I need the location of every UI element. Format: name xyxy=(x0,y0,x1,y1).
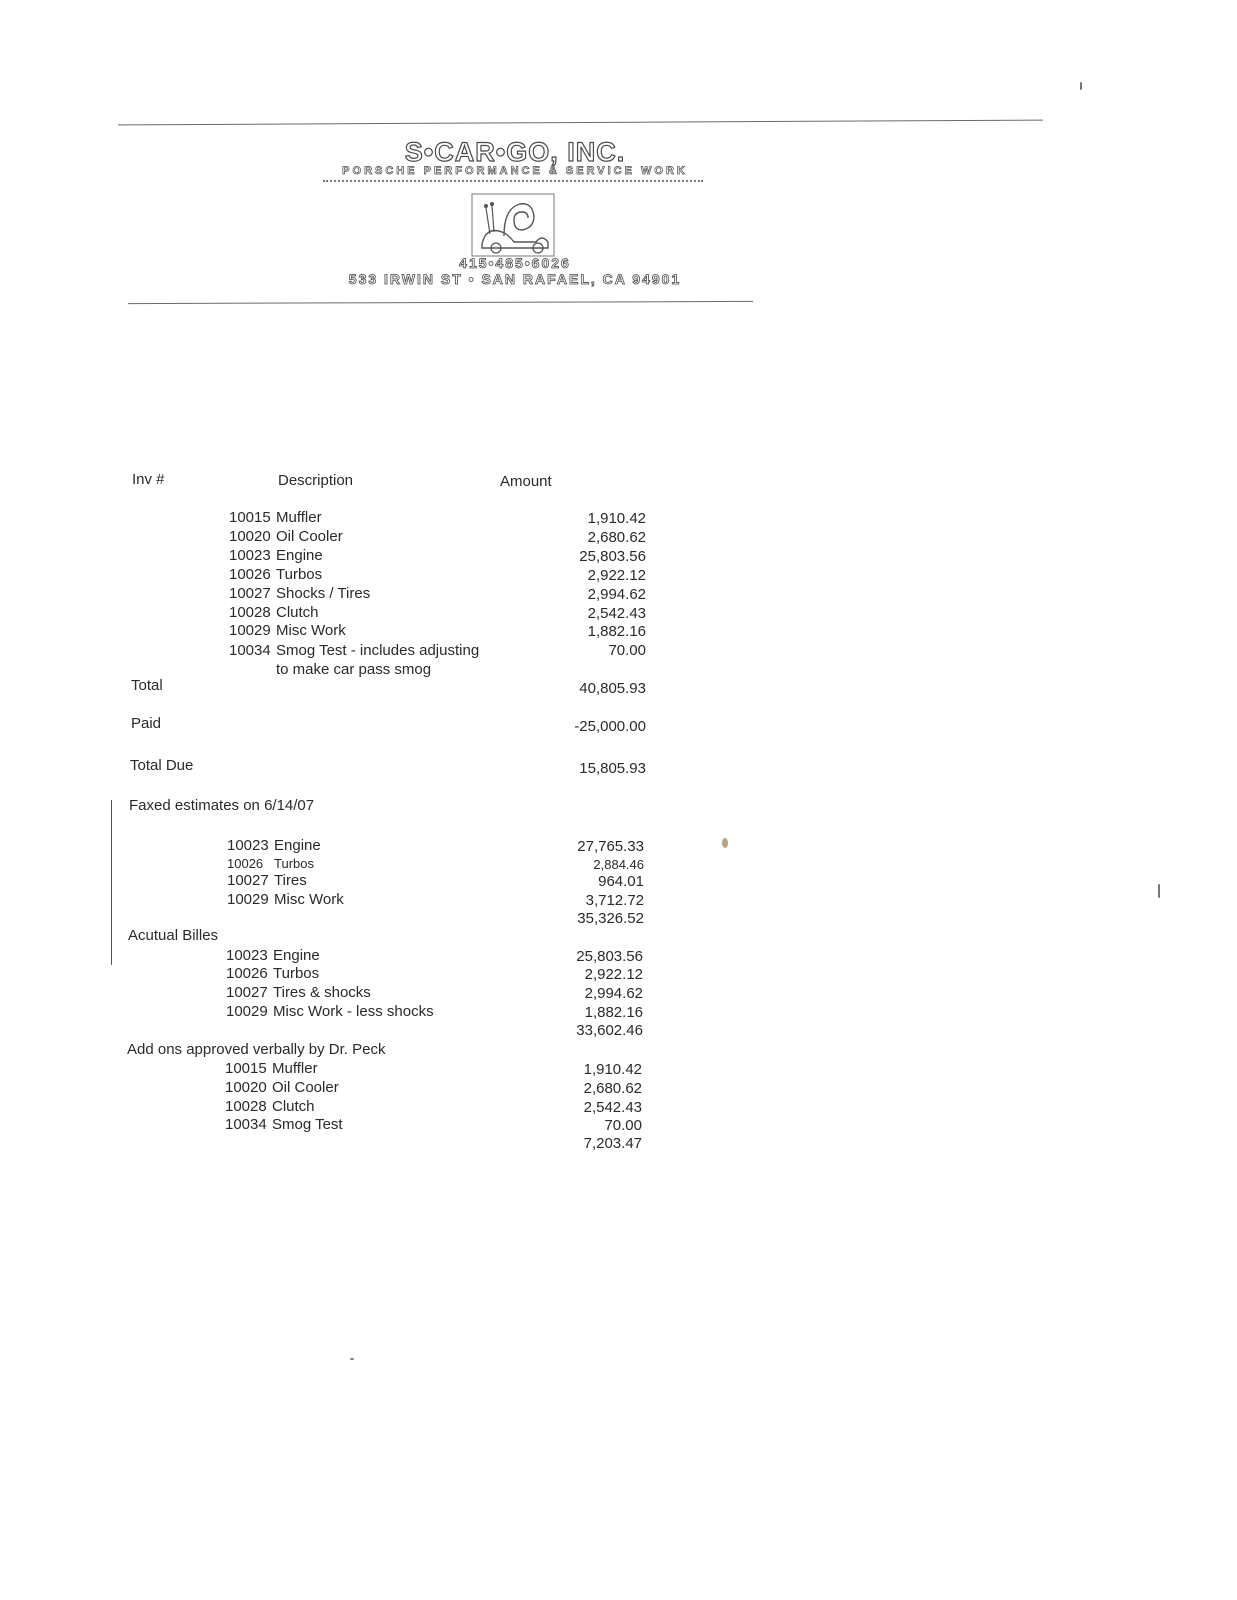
list-item-description: Clutch xyxy=(272,1098,315,1115)
table-row-amount: 1,882.16 xyxy=(587,623,646,640)
scan-speck xyxy=(722,838,728,848)
tagline-underline xyxy=(323,180,703,182)
list-item-amount: 964.01 xyxy=(598,873,644,890)
list-item-inv: 10027 xyxy=(227,872,269,889)
list-item-inv: 10028 xyxy=(225,1098,267,1115)
header-amount: Amount xyxy=(500,473,552,490)
letterhead-bottom-rule xyxy=(128,301,753,304)
list-item-amount: 2,994.62 xyxy=(584,985,643,1002)
list-item-inv: 10015 xyxy=(225,1060,267,1077)
list-item-amount: 2,680.62 xyxy=(583,1080,642,1097)
table-row-description: Shocks / Tires xyxy=(276,585,371,602)
list-item-inv: 10027 xyxy=(226,984,268,1001)
total-due-value: 15,805.93 xyxy=(579,760,646,777)
list-item-amount: 1,910.42 xyxy=(583,1061,642,1078)
table-row-amount: 70.00 xyxy=(608,642,646,659)
list-item-amount: 2,542.43 xyxy=(583,1099,642,1116)
list-item-inv: 10029 xyxy=(226,1003,268,1020)
table-row-amount: 2,994.62 xyxy=(587,586,646,603)
total-due-label: Total Due xyxy=(130,757,194,774)
letterhead-top-rule xyxy=(118,120,1043,126)
scan-speck xyxy=(350,1358,354,1360)
table-row-description-continuation: to make car pass smog xyxy=(276,661,432,678)
list-item-amount: 27,765.33 xyxy=(577,838,644,855)
list-item-amount: 25,803.56 xyxy=(576,948,643,965)
header-description: Description xyxy=(278,472,354,489)
faxed-subtotal: 35,326.52 xyxy=(577,910,644,927)
list-item-inv: 10026 xyxy=(227,856,264,871)
table-row-description: Engine xyxy=(276,547,323,564)
header-inv: Inv # xyxy=(132,471,165,488)
list-item-inv: 10026 xyxy=(226,965,268,982)
list-item-amount: 1,882.16 xyxy=(584,1004,643,1021)
table-row-amount: 2,680.62 xyxy=(587,529,646,546)
table-row-inv: 10023 xyxy=(229,547,271,564)
list-item-amount: 3,712.72 xyxy=(585,892,644,909)
table-row-amount: 2,922.12 xyxy=(587,567,646,584)
list-item-description: Oil Cooler xyxy=(272,1079,339,1096)
addons-heading: Add ons approved verbally by Dr. Peck xyxy=(127,1041,386,1058)
table-row-inv: 10034 xyxy=(229,642,271,659)
total-label: Total xyxy=(131,677,163,694)
table-row-inv: 10015 xyxy=(229,509,271,526)
paid-label: Paid xyxy=(131,715,162,732)
list-item-amount: 2,922.12 xyxy=(584,966,643,983)
list-item-description: Engine xyxy=(273,947,320,964)
list-item-inv: 10023 xyxy=(227,837,269,854)
list-item-description: Muffler xyxy=(272,1060,318,1077)
table-row-amount: 1,910.42 xyxy=(587,510,646,527)
table-row-inv: 10020 xyxy=(229,528,271,545)
company-tagline: PORSCHE PERFORMANCE & SERVICE WORK xyxy=(342,165,688,177)
total-value: 40,805.93 xyxy=(579,680,646,697)
list-item-amount: 2,884.46 xyxy=(593,857,644,872)
actual-subtotal: 33,602.46 xyxy=(576,1022,643,1039)
list-item-description: Turbos xyxy=(274,856,314,871)
addons-subtotal: 7,203.47 xyxy=(583,1135,642,1152)
list-item-amount: 70.00 xyxy=(604,1117,642,1134)
actual-heading: Acutual Billes xyxy=(128,927,219,944)
table-row-inv: 10027 xyxy=(229,585,271,602)
faxed-heading: Faxed estimates on 6/14/07 xyxy=(129,797,315,814)
company-phone: 415•485•6026 xyxy=(459,255,571,271)
table-row-description: Smog Test - includes adjusting xyxy=(276,642,480,659)
table-row-description: Muffler xyxy=(276,509,322,526)
table-row-description: Turbos xyxy=(276,566,323,583)
list-item-inv: 10020 xyxy=(225,1079,267,1096)
snail-car-logo-icon xyxy=(468,190,558,260)
table-row-description: Oil Cooler xyxy=(276,528,343,545)
list-item-description: Turbos xyxy=(273,965,320,982)
paid-value: -25,000.00 xyxy=(574,718,646,735)
list-item-description: Smog Test xyxy=(272,1116,343,1133)
scan-speck xyxy=(1158,884,1160,898)
list-item-inv: 10023 xyxy=(226,947,268,964)
list-item-description: Engine xyxy=(274,837,321,854)
list-item-inv: 10029 xyxy=(227,891,269,908)
table-row-amount: 25,803.56 xyxy=(579,548,646,565)
table-row-inv: 10026 xyxy=(229,566,271,583)
list-item-description: Misc Work xyxy=(274,891,344,908)
list-item-description: Tires & shocks xyxy=(273,984,371,1001)
company-address: 533 IRWIN ST • SAN RAFAEL, CA 94901 xyxy=(348,271,682,287)
table-row-description: Clutch xyxy=(276,604,319,621)
list-item-description: Misc Work - less shocks xyxy=(273,1003,434,1020)
scan-speck xyxy=(1080,82,1082,90)
table-row-amount: 2,542.43 xyxy=(587,605,646,622)
table-row-description: Misc Work xyxy=(276,622,346,639)
company-name: S•CAR•GO, INC. xyxy=(404,137,626,167)
table-row-inv: 10029 xyxy=(229,622,271,639)
list-item-description: Tires xyxy=(274,872,307,889)
list-item-inv: 10034 xyxy=(225,1116,267,1133)
margin-bar xyxy=(111,800,112,965)
table-row-inv: 10028 xyxy=(229,604,271,621)
